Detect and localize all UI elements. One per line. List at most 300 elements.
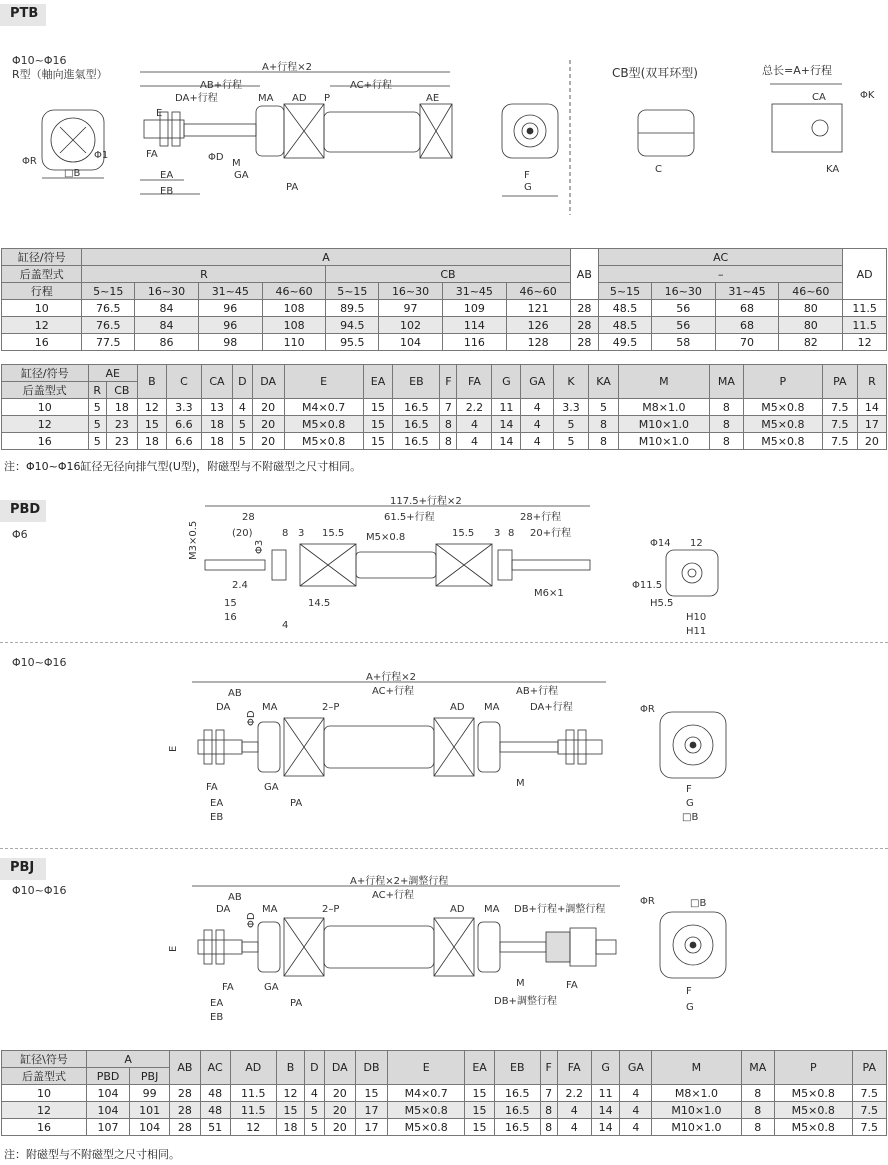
pbd-dim-a2: A+行程×2 — [366, 672, 416, 683]
ptb-dim-k: ΦK — [860, 90, 875, 101]
ptb-dim-da: DA+行程 — [175, 93, 218, 104]
table-cell: 10 — [2, 1085, 87, 1102]
ptb-dim-m: M — [232, 158, 241, 169]
table-cell: 11 — [492, 399, 521, 416]
pbd6-61: 61.5+行程 — [384, 512, 435, 523]
table-cell: 28 — [170, 1085, 200, 1102]
table-cell: 8 — [540, 1119, 557, 1136]
table-cell: M5×0.8 — [387, 1119, 464, 1136]
pbj-dim-p2: 2–P — [322, 904, 340, 915]
table-header-cell: K — [553, 365, 588, 399]
pbd6-28b: 28+行程 — [520, 512, 562, 523]
table-header-cell: DA — [252, 365, 284, 399]
table-header-cell: G — [591, 1051, 619, 1085]
ptb-dim-a2: A+行程×2 — [262, 62, 312, 73]
pbd6-total: 117.5+行程×2 — [390, 496, 462, 507]
ptb-dim-ad: AD — [292, 93, 307, 104]
table-cell: 5 — [588, 399, 618, 416]
table-cell: 5 — [88, 416, 106, 433]
pbj-dim-a2: A+行程×2+調整行程 — [350, 876, 449, 887]
table-cell: 126 — [506, 317, 570, 334]
table-cell: 4 — [305, 1085, 324, 1102]
ptb-dim-pa: PA — [286, 182, 299, 193]
table-cell: 28 — [170, 1102, 200, 1119]
table-header-cell: E — [387, 1051, 464, 1085]
t1-h-dash: – — [599, 266, 843, 283]
pbd6-3: 3 — [298, 528, 305, 539]
table-cell: 15 — [363, 399, 393, 416]
table-cell: 15 — [363, 416, 393, 433]
pbj-dim-m: M — [516, 978, 525, 989]
table-cell: 128 — [506, 334, 570, 351]
ptb-dim-b: □B — [64, 168, 81, 179]
pbd-dim-pa: PA — [290, 798, 303, 809]
table-cell: M5×0.8 — [743, 399, 822, 416]
table-cell: 16.5 — [393, 416, 440, 433]
table-cell: 8 — [588, 416, 618, 433]
t3-h-pbd: PBD — [87, 1068, 130, 1085]
ptb-dim-p: P — [324, 93, 331, 104]
table-header-cell: F — [540, 1051, 557, 1085]
pbd-bore6: Φ6 — [12, 528, 28, 541]
pbd-dim-ma: MA — [262, 702, 278, 713]
table-cell: 6.6 — [166, 416, 201, 433]
table-cell: 16 — [2, 1119, 87, 1136]
pbj-drawing — [0, 866, 888, 1046]
pbj-dim-ga: GA — [264, 982, 279, 993]
pbd6-155: 15.5 — [322, 528, 345, 539]
table-header-cell: P — [743, 365, 822, 399]
table-header-cell: 16~30 — [379, 283, 443, 300]
pbd6-m5: M5×0.8 — [366, 532, 406, 543]
t1-h-ac: AC — [599, 249, 843, 266]
pbd-dim-ga: GA — [264, 782, 279, 793]
table-header-cell: F — [440, 365, 457, 399]
table-cell: 4 — [233, 399, 253, 416]
table-cell: 7 — [440, 399, 457, 416]
ptb-dim-eb: EB — [160, 186, 174, 197]
table-cell: M4×0.7 — [284, 399, 363, 416]
table-cell: M5×0.8 — [775, 1119, 852, 1136]
pbd6-155b: 15.5 — [452, 528, 475, 539]
pbd-dim-d: ΦD — [246, 710, 257, 726]
table-row — [2, 416, 887, 433]
ptb-dim-ka: KA — [826, 164, 840, 175]
table-header-cell: R — [857, 365, 886, 399]
table-cell: 97 — [379, 300, 443, 317]
table-cell: 4 — [557, 1102, 591, 1119]
table-cell: 5 — [88, 399, 106, 416]
pbd-dim-ab: AB — [228, 688, 242, 699]
table-cell: 28 — [570, 300, 599, 317]
table-cell: 5 — [553, 433, 588, 450]
table-cell: M10×1.0 — [652, 1102, 741, 1119]
table-row — [2, 1102, 887, 1119]
table-header-cell: FA — [457, 365, 492, 399]
table-cell: M5×0.8 — [387, 1102, 464, 1119]
pbd6-20: 20+行程 — [530, 528, 572, 539]
ptb-dim-i: Φ1 — [94, 150, 109, 161]
table-header-cell: AD — [230, 1051, 276, 1085]
table-header-cell: CA — [201, 365, 232, 399]
pbd-dim-g: G — [686, 798, 694, 809]
table-cell: 12 — [843, 334, 887, 351]
table-header-cell: AB — [170, 1051, 200, 1085]
table-cell: 20 — [857, 433, 886, 450]
table-cell: 86 — [135, 334, 199, 351]
pbd-end-view — [660, 712, 726, 778]
table-cell: 7.5 — [852, 1102, 887, 1119]
pbd-dim-b: □B — [682, 812, 699, 823]
pbd6-phi115: Φ11.5 — [632, 580, 663, 591]
table-cell: 16.5 — [494, 1119, 540, 1136]
t2-h-bore: 缸径/符号 — [2, 365, 89, 382]
ptb-type-label: R型（軸向進氣型） — [12, 68, 108, 81]
table-cell: 48 — [200, 1085, 230, 1102]
table-cell: 8 — [540, 1102, 557, 1119]
table-cell: 16.5 — [393, 433, 440, 450]
table-header-cell: 31~45 — [442, 283, 506, 300]
table-cell: M5×0.8 — [743, 416, 822, 433]
table-cell: 12 — [2, 416, 89, 433]
table-cell: 104 — [87, 1085, 130, 1102]
pbj-dim-e: E — [168, 945, 179, 952]
ptb-dim-c: C — [655, 164, 662, 175]
ptb-table-2 — [1, 364, 887, 450]
pbd6-8: 8 — [282, 528, 289, 539]
table-cell: 104 — [130, 1119, 170, 1136]
table-cell: 10 — [2, 300, 82, 317]
table-cell: M8×1.0 — [652, 1085, 741, 1102]
table-cell: 104 — [379, 334, 443, 351]
table-cell: 4 — [557, 1119, 591, 1136]
pbd-dim-f: F — [686, 784, 692, 795]
pbd6-phi3: Φ3 — [254, 539, 265, 554]
table-header-cell: D — [233, 365, 253, 399]
t2-h-r: R — [88, 382, 106, 399]
ptb-cb-label: CB型(双耳环型) — [612, 66, 698, 80]
table-cell: 20 — [252, 416, 284, 433]
table-cell: M4×0.7 — [387, 1085, 464, 1102]
table-row — [2, 399, 887, 416]
pbd6-8b: 8 — [508, 528, 515, 539]
table-cell: M5×0.8 — [284, 416, 363, 433]
table-row — [2, 433, 887, 450]
table-cell: 4 — [620, 1119, 652, 1136]
table-cell: 14 — [591, 1102, 619, 1119]
table-cell: 17 — [356, 1102, 388, 1119]
table-header-cell: G — [492, 365, 521, 399]
table-cell: 16 — [2, 433, 89, 450]
table-cell: M5×0.8 — [775, 1102, 852, 1119]
pbj-table — [1, 1050, 887, 1136]
pbj-dim-d: ΦD — [246, 912, 257, 928]
ptb-dim-ga: GA — [234, 170, 249, 181]
ptb-side-view — [140, 72, 452, 194]
table-header-cell: FA — [557, 1051, 591, 1085]
table-cell: M10×1.0 — [652, 1119, 741, 1136]
table-cell: 10 — [2, 399, 89, 416]
pbd-dim-da: DA — [216, 702, 231, 713]
table-row — [2, 334, 887, 351]
table-cell: 96 — [198, 317, 262, 334]
pbd-dim-m: M — [516, 778, 525, 789]
table-header-cell: 5~15 — [599, 283, 652, 300]
table-cell: 16 — [2, 334, 82, 351]
table-row — [2, 1119, 887, 1136]
table-cell: 15 — [465, 1119, 494, 1136]
table-header-cell: PA — [852, 1051, 887, 1085]
table-header-cell: DA — [324, 1051, 356, 1085]
pbj-dim-ab: AB — [228, 892, 242, 903]
table-cell: 4 — [521, 433, 554, 450]
table-header-cell: KA — [588, 365, 618, 399]
table-cell: 4 — [521, 399, 554, 416]
table-cell: 4 — [521, 416, 554, 433]
pbd6-24: 2.4 — [232, 580, 248, 591]
table-cell: 23 — [106, 433, 137, 450]
pbd-dim-r: ΦR — [640, 704, 655, 715]
table-cell: 98 — [198, 334, 262, 351]
pbj-dim-db: DB+行程+調整行程 — [514, 904, 606, 915]
table-cell: M10×1.0 — [618, 433, 709, 450]
ptb-note: 注：Φ10~Φ16缸径无径向排气型(U型)，附磁型与不附磁型之尺寸相同。 — [4, 460, 362, 473]
pbd-dim-p2: 2–P — [322, 702, 340, 713]
table-row — [2, 317, 887, 334]
pbj-dim-ad: AD — [450, 904, 465, 915]
table-cell: 17 — [857, 416, 886, 433]
pbd-dim-da2: DA+行程 — [530, 702, 573, 713]
pbd-divider-2 — [0, 848, 888, 849]
table-cell: 56 — [651, 317, 715, 334]
table-cell: 8 — [709, 399, 743, 416]
table-cell: 11.5 — [230, 1102, 276, 1119]
table-cell: 114 — [442, 317, 506, 334]
ptb-table-1 — [1, 248, 887, 351]
table-cell: 18 — [276, 1119, 304, 1136]
t1-h-bore: 缸径/符号 — [2, 249, 82, 266]
table-cell: 95.5 — [326, 334, 379, 351]
table-header-cell: DB — [356, 1051, 388, 1085]
pbd6-end-view — [666, 550, 718, 596]
table-cell: 15 — [356, 1085, 388, 1102]
pbj-dim-dbadj: DB+調整行程 — [494, 996, 557, 1007]
ptb-dim-g: G — [524, 182, 532, 193]
table-header-cell: 31~45 — [715, 283, 779, 300]
table-header-cell: 16~30 — [135, 283, 199, 300]
table-header-cell: GA — [521, 365, 554, 399]
ptb-bore-label: Φ10~Φ16 — [12, 54, 67, 67]
table-header-cell: M — [652, 1051, 741, 1085]
table-cell: 14 — [492, 416, 521, 433]
ptb-dim-ac: AC+行程 — [350, 80, 393, 91]
table-cell: 20 — [324, 1119, 356, 1136]
pbd6-h11: H11 — [686, 626, 707, 637]
table-cell: 7.5 — [852, 1085, 887, 1102]
table-header-cell: 5~15 — [82, 283, 135, 300]
t1-h-cb: CB — [326, 266, 570, 283]
table-header-cell: 46~60 — [262, 283, 326, 300]
pbd6-3b: 3 — [494, 528, 501, 539]
ptb-dim-ab: AB+行程 — [200, 80, 243, 91]
table-cell: 94.5 — [326, 317, 379, 334]
pbd-dim-ma2: MA — [484, 702, 500, 713]
pbj-dim-fa: FA — [222, 982, 234, 993]
table-cell: 14 — [857, 399, 886, 416]
table-cell: 17 — [356, 1119, 388, 1136]
table-header-cell: PA — [822, 365, 857, 399]
table-row — [2, 300, 887, 317]
table-header-cell: 5~15 — [326, 283, 379, 300]
table-cell: 4 — [620, 1085, 652, 1102]
table-cell: 2.2 — [557, 1085, 591, 1102]
pbd6-145: 14.5 — [308, 598, 331, 609]
table-cell: 109 — [442, 300, 506, 317]
table-cell: 12 — [2, 317, 82, 334]
table-header-cell: 行程 — [2, 283, 82, 300]
ptb-dim-e: E — [156, 108, 163, 119]
pbj-dim-ma2: MA — [484, 904, 500, 915]
table-cell: 16.5 — [393, 399, 440, 416]
table-header-cell: GA — [620, 1051, 652, 1085]
pbj-dim-ma: MA — [262, 904, 278, 915]
table-cell: 8 — [709, 433, 743, 450]
ptb-dim-fa: FA — [146, 149, 158, 160]
pbj-dim-f: F — [686, 986, 692, 997]
ptb-dim-ma: MA — [258, 93, 274, 104]
table-cell: 28 — [170, 1119, 200, 1136]
pbj-dim-da: DA — [216, 904, 231, 915]
table-header-cell: MA — [709, 365, 743, 399]
table-cell: 18 — [201, 433, 232, 450]
pbd6-28: 28 — [242, 512, 255, 523]
table-cell: 18 — [201, 416, 232, 433]
table-cell: 110 — [262, 334, 326, 351]
table-header-cell: E — [284, 365, 363, 399]
t3-h-rear: 后盖型式 — [2, 1068, 87, 1085]
table-header-cell: EB — [393, 365, 440, 399]
table-cell: 8 — [741, 1119, 775, 1136]
table-header-cell: EA — [363, 365, 393, 399]
pbj-dim-pa: PA — [290, 998, 303, 1009]
table-cell: 12 — [230, 1119, 276, 1136]
table-cell: 4 — [457, 433, 492, 450]
table-cell: 16.5 — [494, 1085, 540, 1102]
table-cell: 20 — [324, 1102, 356, 1119]
pbj-dim-b: □B — [690, 898, 707, 909]
table-cell: 8 — [741, 1102, 775, 1119]
table-cell: 12 — [2, 1102, 87, 1119]
table-cell: 5 — [88, 433, 106, 450]
table-header-cell: EB — [494, 1051, 540, 1085]
table-cell: 4 — [620, 1102, 652, 1119]
pbd6-15: 15 — [224, 598, 237, 609]
table-header-cell: B — [276, 1051, 304, 1085]
table-cell: 101 — [130, 1102, 170, 1119]
table-cell: 15 — [363, 433, 393, 450]
pbj-section-title: PBJ — [0, 858, 46, 880]
table-cell: 20 — [252, 399, 284, 416]
table-cell: 48.5 — [599, 317, 652, 334]
table-header-cell: 46~60 — [506, 283, 570, 300]
table-cell: 4 — [457, 416, 492, 433]
table-cell: 11 — [591, 1085, 619, 1102]
table-cell: 70 — [715, 334, 779, 351]
table-cell: 15 — [276, 1102, 304, 1119]
table-cell: 68 — [715, 317, 779, 334]
table-header-cell: AC — [200, 1051, 230, 1085]
pbj-dim-ea: EA — [210, 998, 224, 1009]
table-header-cell: MA — [741, 1051, 775, 1085]
table-cell: 20 — [324, 1085, 356, 1102]
t2-h-cb: CB — [106, 382, 137, 399]
table-row — [2, 1085, 887, 1102]
table-cell: 51 — [200, 1119, 230, 1136]
table-cell: 6.6 — [166, 433, 201, 450]
table-header-cell: B — [137, 365, 166, 399]
table-cell: 23 — [106, 416, 137, 433]
table-cell: 82 — [779, 334, 843, 351]
pbd-drawing — [0, 490, 888, 850]
table-cell: 8 — [440, 433, 457, 450]
table-cell: 5 — [233, 416, 253, 433]
table-cell: 96 — [198, 300, 262, 317]
table-cell: 8 — [709, 416, 743, 433]
pbj-bore-label: Φ10~Φ16 — [12, 884, 67, 897]
table-cell: 5 — [553, 416, 588, 433]
table-cell: 5 — [305, 1102, 324, 1119]
table-cell: 80 — [779, 300, 843, 317]
table-cell: 2.2 — [457, 399, 492, 416]
table-cell: 13 — [201, 399, 232, 416]
t2-h-ae: AE — [88, 365, 137, 382]
table-cell: 7.5 — [852, 1119, 887, 1136]
t1-h-rear: 后盖型式 — [2, 266, 82, 283]
table-cell: 58 — [651, 334, 715, 351]
t3-h-pbj: PBJ — [130, 1068, 170, 1085]
table-cell: 12 — [137, 399, 166, 416]
t1-h-r: R — [82, 266, 326, 283]
pbd-divider-1 — [0, 642, 888, 643]
ptb-dim-r: ΦR — [22, 156, 37, 167]
t3-h-a: A — [87, 1051, 170, 1068]
table-header-cell: 46~60 — [779, 283, 843, 300]
table-cell: 18 — [137, 433, 166, 450]
pbj-dim-r: ΦR — [640, 896, 655, 907]
table-cell: M8×1.0 — [618, 399, 709, 416]
table-cell: 107 — [87, 1119, 130, 1136]
table-cell: 99 — [130, 1085, 170, 1102]
table-cell: 8 — [588, 433, 618, 450]
table-cell: 108 — [262, 317, 326, 334]
pbj-end-view — [660, 912, 726, 978]
table-cell: 76.5 — [82, 300, 135, 317]
table-cell: 11.5 — [843, 300, 887, 317]
table-cell: 16.5 — [494, 1102, 540, 1119]
pbd-dim-ad: AD — [450, 702, 465, 713]
pbd6-12: 12 — [690, 538, 703, 549]
table-cell: 11.5 — [843, 317, 887, 334]
table-cell: 15 — [465, 1085, 494, 1102]
table-cell: 28 — [570, 334, 599, 351]
table-cell: 104 — [87, 1102, 130, 1119]
pbd6-h10: H10 — [686, 612, 707, 623]
table-header-cell: P — [775, 1051, 852, 1085]
table-cell: 84 — [135, 300, 199, 317]
pbd-dim-fa: FA — [206, 782, 218, 793]
pbd6-phi14: Φ14 — [650, 538, 671, 549]
table-header-cell: M — [618, 365, 709, 399]
